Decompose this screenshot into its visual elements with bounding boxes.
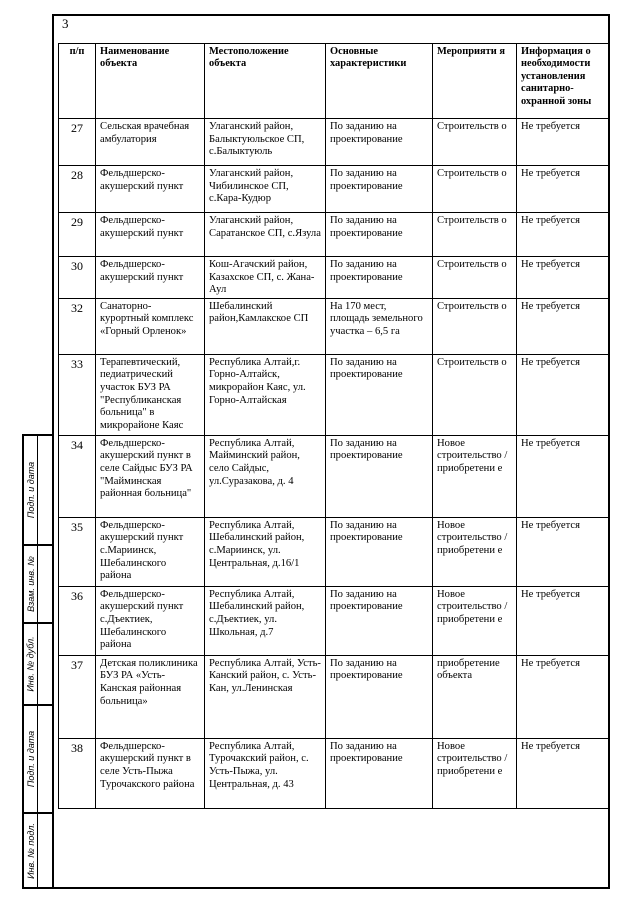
row-name: Фельдшерско-акушерский пункт в селе Усть-Пыжа Турочакского района: [96, 738, 205, 808]
row-name: Фельдшерско-акушерский пункт с.Мариинск, Шебалинского района: [96, 517, 205, 586]
header-measures: Мероприяти я: [433, 44, 517, 119]
row-measures: Новое строительство /приобретени е: [433, 738, 517, 808]
row-num: 30: [59, 257, 96, 299]
row-sanitary: Не требуется: [517, 586, 610, 655]
row-characteristics: По заданию на проектирование: [326, 586, 433, 655]
row-num: 28: [59, 166, 96, 213]
row-num: 33: [59, 354, 96, 435]
row-sanitary: Не требуется: [517, 517, 610, 586]
row-characteristics: По заданию на проектирование: [326, 738, 433, 808]
table-row: [59, 213, 610, 257]
row-measures: Новое строительство /приобретени е: [433, 586, 517, 655]
row-measures: Строительств о: [433, 298, 517, 354]
row-sanitary: Не требуется: [517, 166, 610, 213]
header-location: Местоположение объекта: [205, 44, 326, 119]
row-location: Республика Алтай, Шебалинский район, с.Мариинск, ул. Центральная, д.16/1: [205, 517, 326, 586]
row-measures: Строительств о: [433, 119, 517, 166]
stamp-label-sign-date: Подп. и дата: [26, 461, 36, 519]
row-measures: приобретение объекта: [433, 655, 517, 738]
row-measures: Новое строительство /приобретени е: [433, 517, 517, 586]
row-measures: Новое строительство /приобретени е: [433, 435, 517, 517]
stamp-label-replacement-inv: Взам. инв. №: [26, 556, 37, 612]
row-num: 34: [59, 435, 96, 517]
row-sanitary: Не требуется: [517, 738, 610, 808]
table-row: [59, 655, 610, 738]
row-measures: Строительств о: [433, 354, 517, 435]
row-sanitary: Не требуется: [517, 435, 610, 517]
stamp-label-sign-date-2: Подп. и дата: [26, 730, 36, 788]
table-row: [59, 738, 610, 808]
row-characteristics: По заданию на проектирование: [326, 213, 433, 257]
row-num: 35: [59, 517, 96, 586]
row-characteristics: По заданию на проектирование: [326, 655, 433, 738]
page-number: 3: [62, 16, 69, 31]
row-location: Республика Алтай, Майминский район, село Сайдыс, ул.Суразакова, д. 4: [205, 435, 326, 517]
table-row: [59, 166, 610, 213]
row-measures: Строительств о: [433, 213, 517, 257]
row-name: Фельдшерско-акушерский пункт: [96, 166, 205, 213]
table-row: [59, 298, 610, 354]
row-sanitary: Не требуется: [517, 213, 610, 257]
row-num: 32: [59, 298, 96, 354]
row-name: Санаторно-курортный комплекс «Горный Орленок»: [96, 298, 205, 354]
row-characteristics: По заданию на проектирование: [326, 517, 433, 586]
row-location: Улаганский район, Саратанское СП, с.Язула: [205, 213, 326, 257]
stamp-label-duplicate-inv: Инв. № дубл.: [26, 636, 37, 692]
row-num: 36: [59, 586, 96, 655]
row-name: Фельдшерско-акушерский пункт в селе Сайдыс БУЗ РА "Майминская районная больница": [96, 435, 205, 517]
row-characteristics: По заданию на проектирование: [326, 166, 433, 213]
table-row: [59, 517, 610, 586]
row-sanitary: Не требуется: [517, 655, 610, 738]
objects-table: [58, 43, 610, 809]
row-name: Детская поликлиника БУЗ РА «Усть-Канская районная больница»: [96, 655, 205, 738]
table-row: [59, 354, 610, 435]
row-location: Республика Алтай,г. Горно-Алтайск, микрорайон Каяс, ул. Горно-Алтайская: [205, 354, 326, 435]
header-num: п/п: [59, 44, 96, 119]
row-name: Фельдшерско-акушерский пункт: [96, 257, 205, 299]
row-name: Фельдшерско-акушерский пункт: [96, 213, 205, 257]
row-sanitary: Не требуется: [517, 298, 610, 354]
row-sanitary: Не требуется: [517, 257, 610, 299]
table-row: [59, 586, 610, 655]
table-row: [59, 257, 610, 299]
row-num: 27: [59, 119, 96, 166]
header-characteristics: Основные характеристики: [326, 44, 433, 119]
row-characteristics: На 170 мест, площадь земельного участка – 6,5 га: [326, 298, 433, 354]
header-sanitary: Информация о необходимости установления санитарно-охранной зоны: [517, 44, 610, 119]
row-name: Терапевтический, педиатрический участок БУЗ РА "Республиканская больница" в микрорайоне Каяс: [96, 354, 205, 435]
table-header-row: [59, 44, 610, 119]
row-location: Улаганский район, Балыктуюльское СП, с.Балыктуюль: [205, 119, 326, 166]
table-row: [59, 119, 610, 166]
row-sanitary: Не требуется: [517, 119, 610, 166]
row-location: Кош-Агачский район, Казахское СП, с. Жана-Аул: [205, 257, 326, 299]
row-num: 29: [59, 213, 96, 257]
row-location: Республика Алтай, Турочакский район, с. Усть-Пыжа, ул. Центральная, д. 43: [205, 738, 326, 808]
row-location: Республика Алтай, Усть-Канский район, с. Усть-Кан, ул.Ленинская: [205, 655, 326, 738]
row-characteristics: По заданию на проектирование: [326, 257, 433, 299]
row-measures: Строительств о: [433, 257, 517, 299]
stamp-label-original-inv: Инв. № подл.: [26, 822, 37, 879]
row-measures: Строительств о: [433, 166, 517, 213]
row-num: 37: [59, 655, 96, 738]
row-sanitary: Не требуется: [517, 354, 610, 435]
margin-stamp: [22, 434, 52, 889]
header-name: Наименование объекта: [96, 44, 205, 119]
row-location: Улаганский район, Чибилинское СП, с.Кара-Кудюр: [205, 166, 326, 213]
row-characteristics: По заданию на проектирование: [326, 354, 433, 435]
row-num: 38: [59, 738, 96, 808]
row-location: Шебалинский район,Камлакское СП: [205, 298, 326, 354]
row-name: Сельская врачебная амбулатория: [96, 119, 205, 166]
row-location: Республика Алтай, Шебалинский район, с.Дъектиек, ул. Школьная, д.7: [205, 586, 326, 655]
row-characteristics: По заданию на проектирование: [326, 119, 433, 166]
row-name: Фельдшерско-акушерский пункт с.Дъектиек, Шебалинского района: [96, 586, 205, 655]
table-row: [59, 435, 610, 517]
row-characteristics: По заданию на проектирование: [326, 435, 433, 517]
